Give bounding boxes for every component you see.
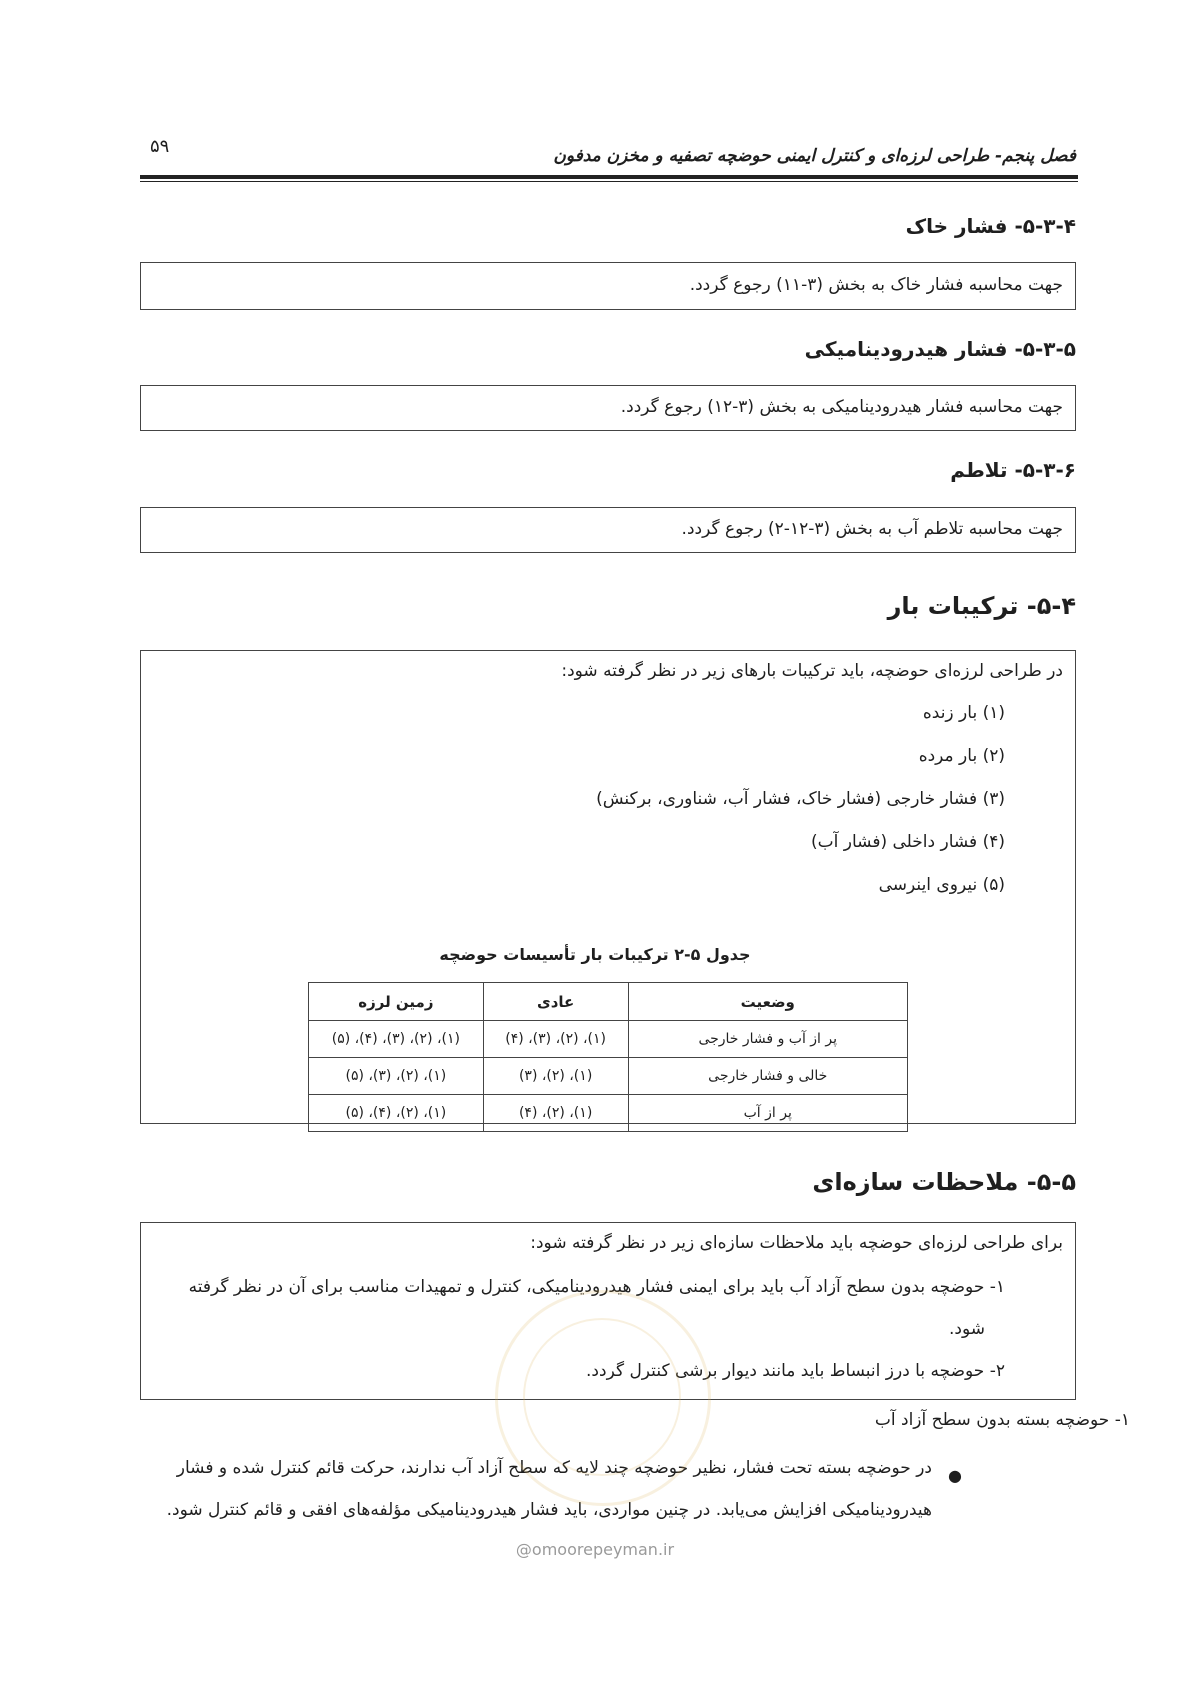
table-cell: (۱)، (۲)، (۴)، (۵)	[309, 1095, 484, 1132]
table-header-cell: زمین لرزه	[309, 983, 484, 1021]
table-cell: (۱)، (۲)، (۳)، (۴)	[483, 1021, 628, 1058]
table-cell: خالی و فشار خارجی	[628, 1058, 908, 1095]
list-item: (۵) نیروی اینرسی	[878, 875, 1005, 895]
table-caption: جدول ۵-۲ ترکیبات بار تأسیسات حوضچه	[439, 945, 751, 964]
heading-sloshing: ۵-۳-۶- تلاطم	[950, 458, 1076, 482]
watermark-site: @omoorepeyman.ir	[515, 1540, 675, 1559]
bullet-text-line-2: هیدرودینامیکی افزایش می‌یابد. در چنین مواردی، باید فشار هیدرودینامیکی مؤلفه‌های افقی و قائم کنترل شود.	[166, 1500, 932, 1520]
soil-pressure-box	[140, 262, 1076, 310]
list-item: (۲) بار مرده	[918, 746, 1005, 766]
structural-item-1: ۱- حوضچه بدون سطح آزاد آب باید برای ایمنی فشار هیدرودینامیکی، کنترل و تمهیدات مناسب برای آن در نظر گرفته	[188, 1277, 1005, 1297]
list-item: (۱) بار زنده	[922, 703, 1005, 723]
list-item: (۳) فشار خارجی (فشار خاک، فشار آب، شناوری، برکنش)	[596, 789, 1005, 809]
hydrodynamic-box	[140, 385, 1076, 431]
heading-soil-pressure: ۵-۳-۴- فشار خاک	[905, 214, 1076, 238]
heading-load-combinations: ۵-۴- ترکیبات بار	[887, 592, 1076, 620]
header-rule	[140, 175, 1078, 179]
heading-hydrodynamic-pressure: ۵-۳-۵- فشار هیدرودینامیکی	[804, 337, 1076, 361]
load-combinations-table	[308, 982, 908, 1132]
closed-basin-subheading: ۱- حوضچه بسته بدون سطح آزاد آب	[874, 1410, 1130, 1430]
table-cell: پر از آب و فشار خارجی	[628, 1021, 908, 1058]
table-cell: پر از آب	[628, 1095, 908, 1132]
table-row	[309, 1058, 908, 1095]
sloshing-box	[140, 507, 1076, 553]
heading-structural-considerations: ۵-۵- ملاحظات سازه‌ای	[812, 1168, 1076, 1196]
structural-item-2: ۲- حوضچه با درز انبساط باید مانند دیوار برشی کنترل گردد.	[586, 1361, 1005, 1381]
table-cell: (۱)، (۲)، (۴)	[483, 1095, 628, 1132]
watermark-logo-ring	[523, 1318, 681, 1476]
table-row	[309, 1095, 908, 1132]
load-combinations-intro: در طراحی لرزه‌ای حوضچه، باید ترکیبات بارهای زیر در نظر گرفته شود:	[561, 661, 1063, 681]
hydrodynamic-text: جهت محاسبه فشار هیدرودینامیکی به بخش (۳-۱۲) رجوع گردد.	[620, 397, 1063, 417]
bullet-text-line-1: در حوضچه بسته تحت فشار، نظیر حوضچه چند لایه که سطح آزاد آب ندارند، حرکت قائم کنترل شده و فشار	[176, 1458, 932, 1478]
table-cell: (۱)، (۲)، (۳)، (۵)	[309, 1058, 484, 1095]
table-header-row	[309, 983, 908, 1021]
structural-intro: برای طراحی لرزه‌ای حوضچه باید ملاحظات سازه‌ای زیر در نظر گرفته شود:	[530, 1233, 1063, 1253]
table-cell: (۱)، (۲)، (۳)	[483, 1058, 628, 1095]
list-item: (۴) فشار داخلی (فشار آب)	[811, 832, 1005, 852]
page-number: ۵۹	[150, 136, 170, 157]
structural-item-1-cont: شود.	[948, 1319, 985, 1339]
soil-pressure-text: جهت محاسبه فشار خاک به بخش (۳-۱۱) رجوع گردد.	[689, 275, 1063, 295]
sloshing-text: جهت محاسبه تلاطم آب به بخش (۳-۱۲-۲) رجوع گردد.	[681, 519, 1063, 539]
running-title: فصل پنجم- طراحی لرزه‌ای و کنترل ایمنی حوضچه تصفیه و مخزن مدفون	[553, 146, 1076, 166]
table-header-cell: عادی	[483, 983, 628, 1021]
table-cell: (۱)، (۲)، (۳)، (۴)، (۵)	[309, 1021, 484, 1058]
bullet-icon: ●	[948, 1466, 962, 1485]
table-header-cell: وضعیت	[628, 983, 908, 1021]
watermark-logo	[495, 1290, 711, 1506]
table-row	[309, 1021, 908, 1058]
header-rule-thin	[140, 181, 1078, 182]
